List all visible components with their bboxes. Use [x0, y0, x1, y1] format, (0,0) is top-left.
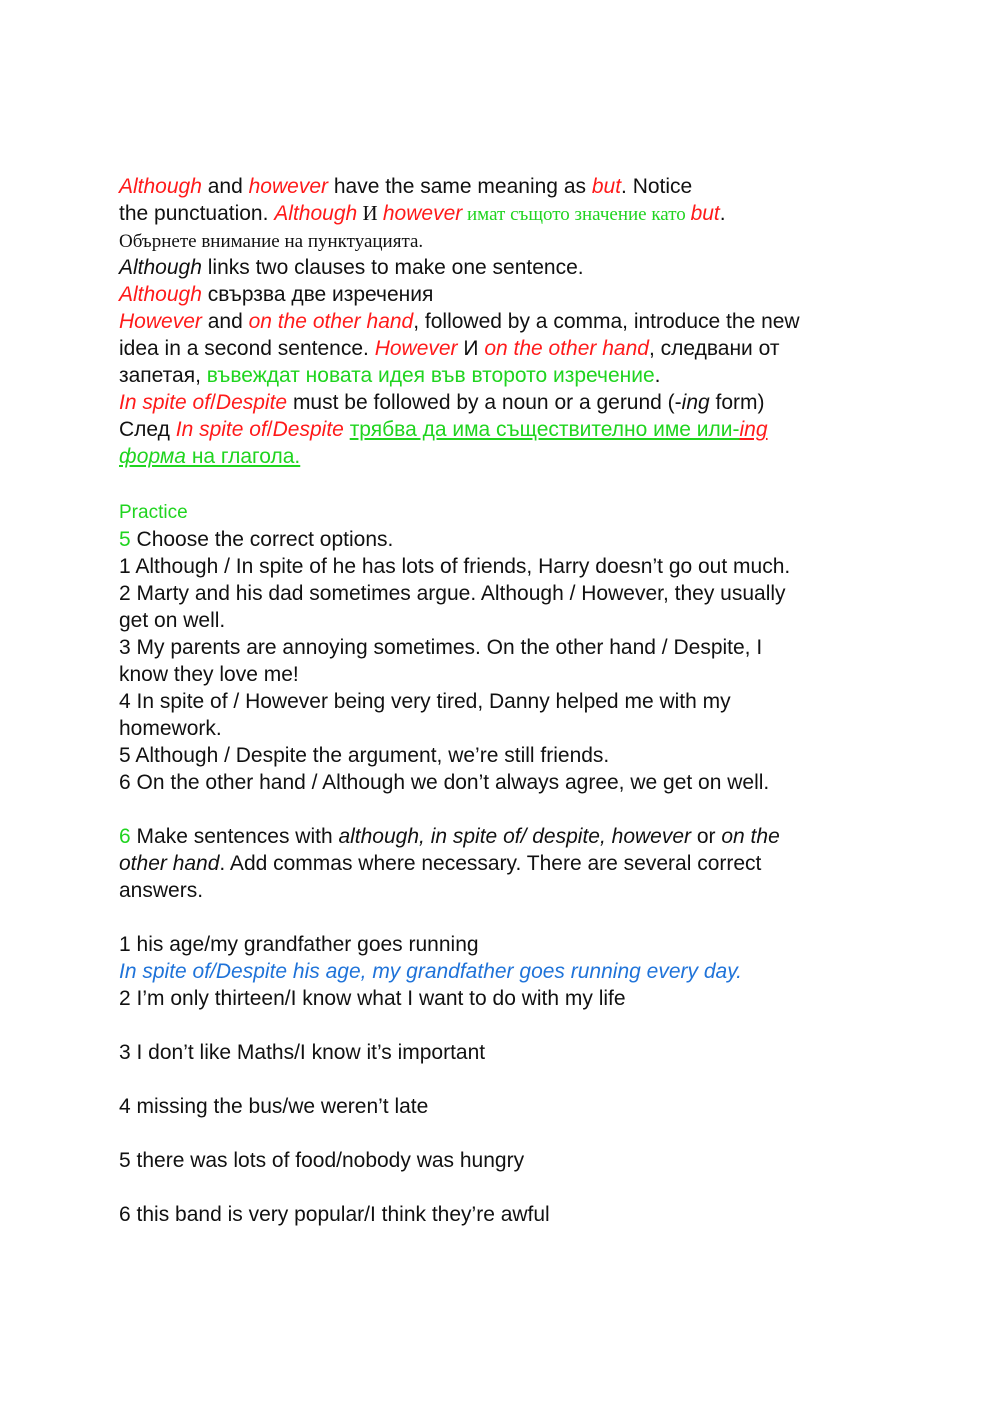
keyword-however: however — [248, 175, 329, 198]
theory-line-11: форма на глагола. — [119, 445, 301, 468]
theory-line-10: След In spite of/Despite трябва да има съществително име или-ing — [119, 418, 768, 441]
exercise-6-item: 4 missing the bus/we weren’t late — [119, 1095, 429, 1118]
exercise-5-item: 6 On the other hand / Although we don’t always agree, we get on well. — [119, 771, 770, 794]
theory-line-8: запетая, въвеждат новата идея във второто изречение. — [119, 364, 661, 387]
theory-line-6: However and on the other hand, followed by a comma, introduce the new — [119, 310, 800, 333]
keyword-although: Although — [119, 175, 202, 198]
exercise-6-instruction: 6 Make sentences with although, in spite of/ despite, however or on the — [119, 825, 780, 848]
exercise-6-instruction-cont: other hand. Add commas where necessary. There are several correct — [119, 852, 762, 875]
exercise-6-item: 6 this band is very popular/I think they’re awful — [119, 1203, 550, 1226]
exercise-5-item: 5 Although / Despite the argument, we’re still friends. — [119, 744, 610, 767]
exercise-6-item: 5 there was lots of food/nobody was hungry — [119, 1149, 525, 1172]
exercise-6-item: 3 I don’t like Maths/I know it’s important — [119, 1041, 486, 1064]
exercise-6-item: 2 I’m only thirteen/I know what I want to do with my life — [119, 987, 626, 1010]
exercise-number: 6 — [119, 825, 131, 848]
theory-line-9: In spite of/Despite must be followed by a noun or a gerund (-ing form) — [119, 391, 765, 414]
exercise-5-item: homework. — [119, 717, 222, 740]
exercise-6-item: 1 his age/my grandfather goes running — [119, 933, 479, 956]
keyword-but: but — [591, 175, 622, 198]
exercise-5-item: 2 Marty and his dad sometimes argue. Although / However, they usually — [119, 582, 786, 605]
theory-line-4: Although links two clauses to make one sentence. — [119, 256, 584, 279]
exercise-6-instruction-cont: answers. — [119, 879, 204, 902]
exercise-5-item: 1 Although / In spite of he has lots of friends, Harry doesn’t go out much. — [119, 555, 791, 578]
exercise-5-instruction: 5 Choose the correct options. — [119, 528, 394, 551]
exercise-5-item: 3 My parents are annoying sometimes. On the other hand / Despite, I — [119, 636, 763, 659]
exercise-5-item: 4 In spite of / However being very tired, Danny helped me with my — [119, 690, 731, 713]
theory-line-2: the punctuation. Although И however имат същото значение като but. — [119, 201, 726, 225]
exercise-5-item: get on well. — [119, 609, 226, 632]
practice-heading: Practice — [119, 502, 188, 523]
theory-line-5: Although свързва две изречения — [119, 283, 434, 306]
theory-line-3: Обърнете внимание на пунктуацията. — [119, 231, 424, 252]
theory-line-1: Although and however have the same meaning as but. Notice — [119, 175, 693, 198]
exercise-6-example-answer: In spite of/Despite his age, my grandfather goes running every day. — [119, 960, 742, 983]
theory-line-7: idea in a second sentence. However И on the other hand, следвани от — [119, 337, 780, 360]
exercise-number: 5 — [119, 528, 131, 551]
exercise-5-item: know they love me! — [119, 663, 299, 686]
